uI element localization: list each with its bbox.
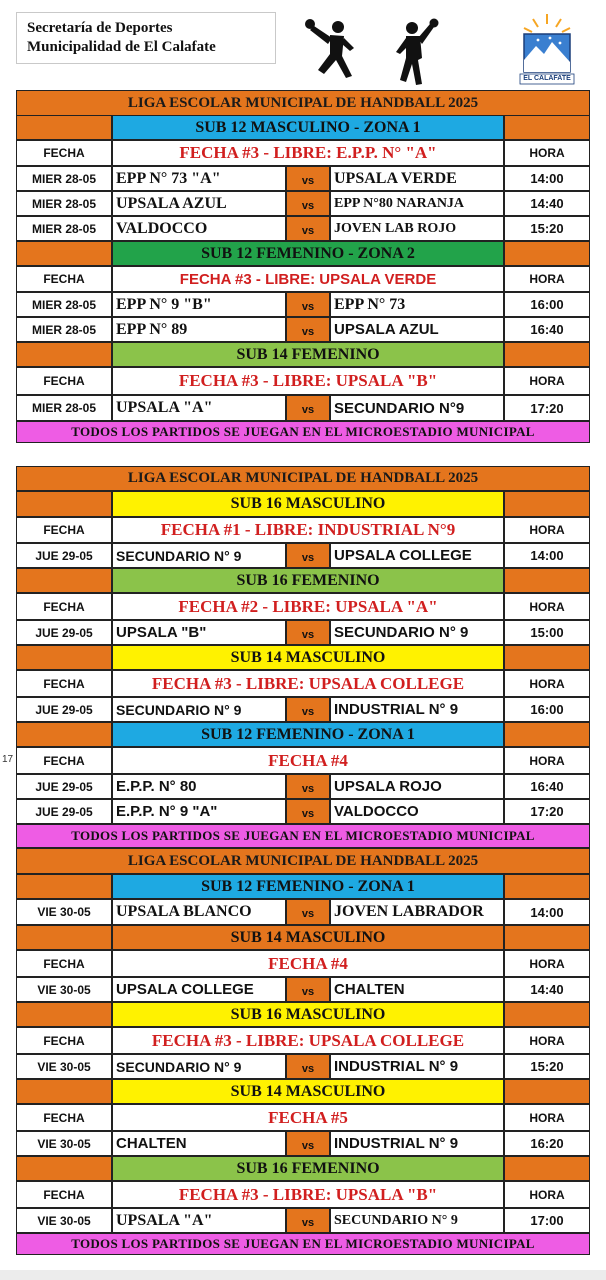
away-team: SECUNDARIO N°9 xyxy=(330,395,504,421)
handball-player-female-icon xyxy=(390,18,440,88)
hora-label: HORA xyxy=(504,670,590,697)
home-team: EPP N° 73 "A" xyxy=(112,166,286,191)
category-header: SUB 12 FEMENINO - ZONA 1 xyxy=(112,874,504,899)
vs-label: vs xyxy=(286,799,330,824)
match-row xyxy=(16,543,590,568)
fecha-title: FECHA #1 - LIBRE: INDUSTRIAL N°9 xyxy=(112,517,504,543)
fecha-label: FECHA xyxy=(16,140,112,166)
match-row xyxy=(16,977,590,1002)
fecha-title: FECHA #3 - LIBRE: E.P.P. N° "A" xyxy=(112,140,504,166)
home-team: UPSALA "A" xyxy=(112,1208,286,1233)
category-header: SUB 16 MASCULINO xyxy=(112,491,504,517)
category-row xyxy=(16,645,590,670)
fecha-row xyxy=(16,1104,590,1131)
vs-label: vs xyxy=(286,166,330,191)
table-title: LIGA ESCOLAR MUNICIPAL DE HANDBALL 2025 xyxy=(16,466,590,491)
home-team: CHALTEN xyxy=(112,1131,286,1156)
match-row xyxy=(16,697,590,722)
vs-label: vs xyxy=(286,1131,330,1156)
match-row xyxy=(16,1131,590,1156)
org-line-1: Secretaría de Deportes xyxy=(27,20,173,36)
match-time: 14:00 xyxy=(504,543,590,568)
bottom-band xyxy=(0,1270,606,1280)
match-row xyxy=(16,1208,590,1233)
home-team: SECUNDARIO N° 9 xyxy=(112,543,286,568)
vs-label: vs xyxy=(286,395,330,421)
away-team: JOVEN LABRADOR xyxy=(330,899,504,925)
match-row xyxy=(16,799,590,824)
vs-label: vs xyxy=(286,543,330,568)
category-row xyxy=(16,1002,590,1027)
organization-header xyxy=(16,12,276,64)
venue-footer: TODOS LOS PARTIDOS SE JUEGAN EN EL MICROESTADIO MUNICIPAL xyxy=(16,421,590,443)
match-date: JUE 29-05 xyxy=(16,799,112,824)
match-time: 17:20 xyxy=(504,395,590,421)
fecha-label: FECHA xyxy=(16,950,112,977)
away-team: UPSALA COLLEGE xyxy=(330,543,504,568)
away-team: INDUSTRIAL N° 9 xyxy=(330,1131,504,1156)
category-header: SUB 14 MASCULINO xyxy=(112,645,504,670)
match-date: VIE 30-05 xyxy=(16,1208,112,1233)
home-team: E.P.P. N° 9 "A" xyxy=(112,799,286,824)
away-team: EPP N°80 NARANJA xyxy=(330,191,504,216)
home-team: UPSALA "B" xyxy=(112,620,286,645)
el-calafate-logo xyxy=(518,10,576,86)
home-team: EPP N° 89 xyxy=(112,317,286,342)
away-team: INDUSTRIAL N° 9 xyxy=(330,697,504,722)
home-team: UPSALA "A" xyxy=(112,395,286,421)
match-row xyxy=(16,166,590,191)
match-time: 14:00 xyxy=(504,166,590,191)
fecha-row xyxy=(16,140,590,166)
match-time: 16:40 xyxy=(504,774,590,799)
fecha-row xyxy=(16,367,590,395)
match-time: 16:00 xyxy=(504,292,590,317)
match-row xyxy=(16,216,590,241)
away-team: CHALTEN xyxy=(330,977,504,1002)
hora-label: HORA xyxy=(504,367,590,395)
away-team: INDUSTRIAL N° 9 xyxy=(330,1054,504,1079)
match-row xyxy=(16,191,590,216)
match-date: VIE 30-05 xyxy=(16,1131,112,1156)
category-row xyxy=(16,925,590,950)
fecha-label: FECHA xyxy=(16,670,112,697)
match-time: 17:20 xyxy=(504,799,590,824)
match-time: 14:40 xyxy=(504,191,590,216)
match-time: 17:00 xyxy=(504,1208,590,1233)
footer-row xyxy=(16,421,590,443)
away-team: JOVEN LAB ROJO xyxy=(330,216,504,241)
home-team: VALDOCCO xyxy=(112,216,286,241)
category-row xyxy=(16,491,590,517)
fecha-title: FECHA #3 - LIBRE: UPSALA "B" xyxy=(112,1181,504,1208)
category-header: SUB 16 FEMENINO xyxy=(112,568,504,593)
away-team: SECUNDARIO N° 9 xyxy=(330,620,504,645)
category-header: SUB 14 FEMENINO xyxy=(112,342,504,367)
fecha-label: FECHA xyxy=(16,517,112,543)
category-row xyxy=(16,874,590,899)
category-row xyxy=(16,722,590,747)
home-team: EPP N° 9 "B" xyxy=(112,292,286,317)
match-date: JUE 29-05 xyxy=(16,543,112,568)
table-title-row xyxy=(16,466,590,491)
home-team: UPSALA BLANCO xyxy=(112,899,286,925)
table-title: LIGA ESCOLAR MUNICIPAL DE HANDBALL 2025 xyxy=(16,848,590,874)
vs-label: vs xyxy=(286,774,330,799)
fecha-title: FECHA #3 - LIBRE: UPSALA VERDE xyxy=(112,266,504,292)
org-line-2: Municipalidad de El Calafate xyxy=(27,39,216,55)
hora-label: HORA xyxy=(504,1027,590,1054)
category-header: SUB 12 MASCULINO - ZONA 1 xyxy=(112,115,504,140)
hora-label: HORA xyxy=(504,1104,590,1131)
table-title: LIGA ESCOLAR MUNICIPAL DE HANDBALL 2025 xyxy=(16,90,590,116)
fecha-row xyxy=(16,1181,590,1208)
category-row xyxy=(16,241,590,266)
match-row xyxy=(16,620,590,645)
side-number: 17 xyxy=(2,754,14,765)
match-row xyxy=(16,317,590,342)
fecha-label: FECHA xyxy=(16,1027,112,1054)
match-date: JUE 29-05 xyxy=(16,697,112,722)
footer-row xyxy=(16,1233,590,1255)
fecha-row xyxy=(16,1027,590,1054)
match-date: MIER 28-05 xyxy=(16,317,112,342)
hora-label: HORA xyxy=(504,266,590,292)
match-date: MIER 28-05 xyxy=(16,216,112,241)
fecha-label: FECHA xyxy=(16,1104,112,1131)
match-time: 15:00 xyxy=(504,620,590,645)
match-date: MIER 28-05 xyxy=(16,395,112,421)
vs-label: vs xyxy=(286,292,330,317)
vs-label: vs xyxy=(286,191,330,216)
vs-label: vs xyxy=(286,899,330,925)
match-row xyxy=(16,1054,590,1079)
category-row xyxy=(16,1079,590,1104)
hora-label: HORA xyxy=(504,517,590,543)
away-team: UPSALA ROJO xyxy=(330,774,504,799)
venue-footer: TODOS LOS PARTIDOS SE JUEGAN EN EL MICROESTADIO MUNICIPAL xyxy=(16,824,590,848)
match-date: MIER 28-05 xyxy=(16,191,112,216)
category-header: SUB 16 MASCULINO xyxy=(112,1002,504,1027)
away-team: UPSALA AZUL xyxy=(330,317,504,342)
fecha-label: FECHA xyxy=(16,1181,112,1208)
match-row xyxy=(16,899,590,925)
category-header: SUB 14 MASCULINO xyxy=(112,1079,504,1104)
fecha-label: FECHA xyxy=(16,266,112,292)
home-team: SECUNDARIO N° 9 xyxy=(112,1054,286,1079)
away-team: SECUNDARIO N° 9 xyxy=(330,1208,504,1233)
match-time: 15:20 xyxy=(504,216,590,241)
match-row xyxy=(16,395,590,421)
fecha-title: FECHA #3 - LIBRE: UPSALA COLLEGE xyxy=(112,670,504,697)
table-title-row xyxy=(16,90,590,140)
fecha-row xyxy=(16,517,590,543)
match-date: MIER 28-05 xyxy=(16,292,112,317)
hora-label: HORA xyxy=(504,747,590,774)
category-header: SUB 12 FEMENINO - ZONA 1 xyxy=(112,722,504,747)
fecha-title: FECHA #4 xyxy=(112,747,504,774)
vs-label: vs xyxy=(286,697,330,722)
category-row xyxy=(16,568,590,593)
match-date: JUE 29-05 xyxy=(16,774,112,799)
match-time: 15:20 xyxy=(504,1054,590,1079)
footer-row xyxy=(16,824,590,848)
category-header: SUB 12 FEMENINO - ZONA 2 xyxy=(112,241,504,266)
fecha-title: FECHA #4 xyxy=(112,950,504,977)
fecha-label: FECHA xyxy=(16,367,112,395)
vs-label: vs xyxy=(286,1054,330,1079)
category-header: SUB 14 MASCULINO xyxy=(112,925,504,950)
home-team: SECUNDARIO N° 9 xyxy=(112,697,286,722)
logo-text: EL CALAFATE xyxy=(523,75,571,82)
fecha-title: FECHA #3 - LIBRE: UPSALA COLLEGE xyxy=(112,1027,504,1054)
fecha-row xyxy=(16,593,590,620)
vs-label: vs xyxy=(286,216,330,241)
match-time: 16:00 xyxy=(504,697,590,722)
vs-label: vs xyxy=(286,620,330,645)
vs-label: vs xyxy=(286,1208,330,1233)
match-date: JUE 29-05 xyxy=(16,620,112,645)
fecha-row xyxy=(16,670,590,697)
match-time: 16:40 xyxy=(504,317,590,342)
table-title-row xyxy=(16,848,590,874)
category-header: SUB 16 FEMENINO xyxy=(112,1156,504,1181)
fecha-row xyxy=(16,950,590,977)
fecha-label: FECHA xyxy=(16,747,112,774)
home-team: UPSALA COLLEGE xyxy=(112,977,286,1002)
away-team: EPP N° 73 xyxy=(330,292,504,317)
fecha-row xyxy=(16,747,590,774)
match-time: 16:20 xyxy=(504,1131,590,1156)
match-time: 14:40 xyxy=(504,977,590,1002)
hora-label: HORA xyxy=(504,950,590,977)
fecha-row xyxy=(16,266,590,292)
match-time: 14:00 xyxy=(504,899,590,925)
venue-footer: TODOS LOS PARTIDOS SE JUEGAN EN EL MICROESTADIO MUNICIPAL xyxy=(16,1233,590,1255)
away-team: VALDOCCO xyxy=(330,799,504,824)
match-date: MIER 28-05 xyxy=(16,166,112,191)
category-row xyxy=(16,1156,590,1181)
handball-player-male-icon xyxy=(300,18,358,84)
match-row xyxy=(16,292,590,317)
vs-label: vs xyxy=(286,977,330,1002)
fecha-title: FECHA #2 - LIBRE: UPSALA "A" xyxy=(112,593,504,620)
hora-label: HORA xyxy=(504,140,590,166)
match-date: VIE 30-05 xyxy=(16,899,112,925)
vs-label: vs xyxy=(286,317,330,342)
match-date: VIE 30-05 xyxy=(16,977,112,1002)
away-team: UPSALA VERDE xyxy=(330,166,504,191)
home-team: UPSALA AZUL xyxy=(112,191,286,216)
fecha-title: FECHA #5 xyxy=(112,1104,504,1131)
match-row xyxy=(16,774,590,799)
hora-label: HORA xyxy=(504,593,590,620)
fecha-label: FECHA xyxy=(16,593,112,620)
fecha-title: FECHA #3 - LIBRE: UPSALA "B" xyxy=(112,367,504,395)
match-date: VIE 30-05 xyxy=(16,1054,112,1079)
category-row xyxy=(16,342,590,367)
home-team: E.P.P. N° 80 xyxy=(112,774,286,799)
hora-label: HORA xyxy=(504,1181,590,1208)
